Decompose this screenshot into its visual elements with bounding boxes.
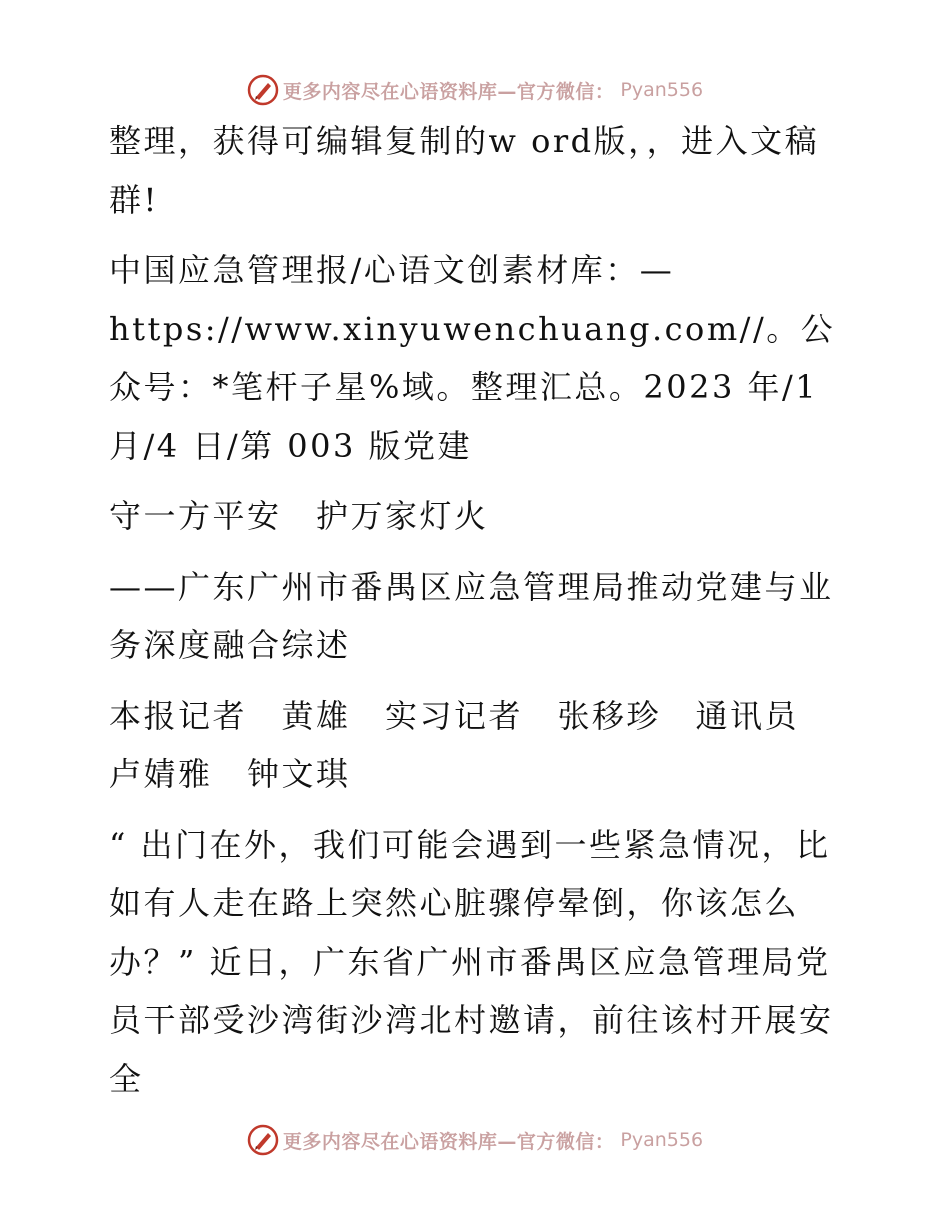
banner-handle: Pyan556 <box>620 1129 704 1151</box>
document-body <box>97 112 857 1120</box>
article-title: 守一方平安 护万家灯火 <box>109 497 489 535</box>
banner-handle: Pyan556 <box>620 79 704 101</box>
paragraph: 中国应急管理报/心语文创素材库：—https://www.xinyuwenchuang.com//。公众号：*笔杆子星%域。整理汇总。2023 年/1 月/4 日/第 003 版党建 <box>109 251 836 465</box>
pen-logo-icon <box>247 74 279 106</box>
byline: 本报记者 黄雄 实习记者 张移珍 通讯员 卢婧雅 钟文琪 <box>109 696 834 793</box>
paragraph: “ 出门在外，我们可能会遇到一些紧急情况，比如有人走在路上突然心脏骤停晕倒，你该怎么办？” 近日，广东省广州市番禺区应急管理局党员干部受沙湾街沙湾北村邀请，前往该村开展安全 <box>109 825 834 1098</box>
paragraph: 整理，获得可编辑复制的w ord版，，进入文稿群! <box>109 122 820 219</box>
footer-banner <box>0 1120 950 1160</box>
pen-logo-icon <box>247 1124 279 1156</box>
banner-text: 更多内容尽在心语资料库—官方微信： <box>282 80 615 103</box>
header-banner <box>0 70 950 110</box>
banner-text: 更多内容尽在心语资料库—官方微信： <box>282 1130 615 1153</box>
article-subtitle: ——广东广州市番禺区应急管理局推动党建与业务深度融合综述 <box>109 567 834 664</box>
